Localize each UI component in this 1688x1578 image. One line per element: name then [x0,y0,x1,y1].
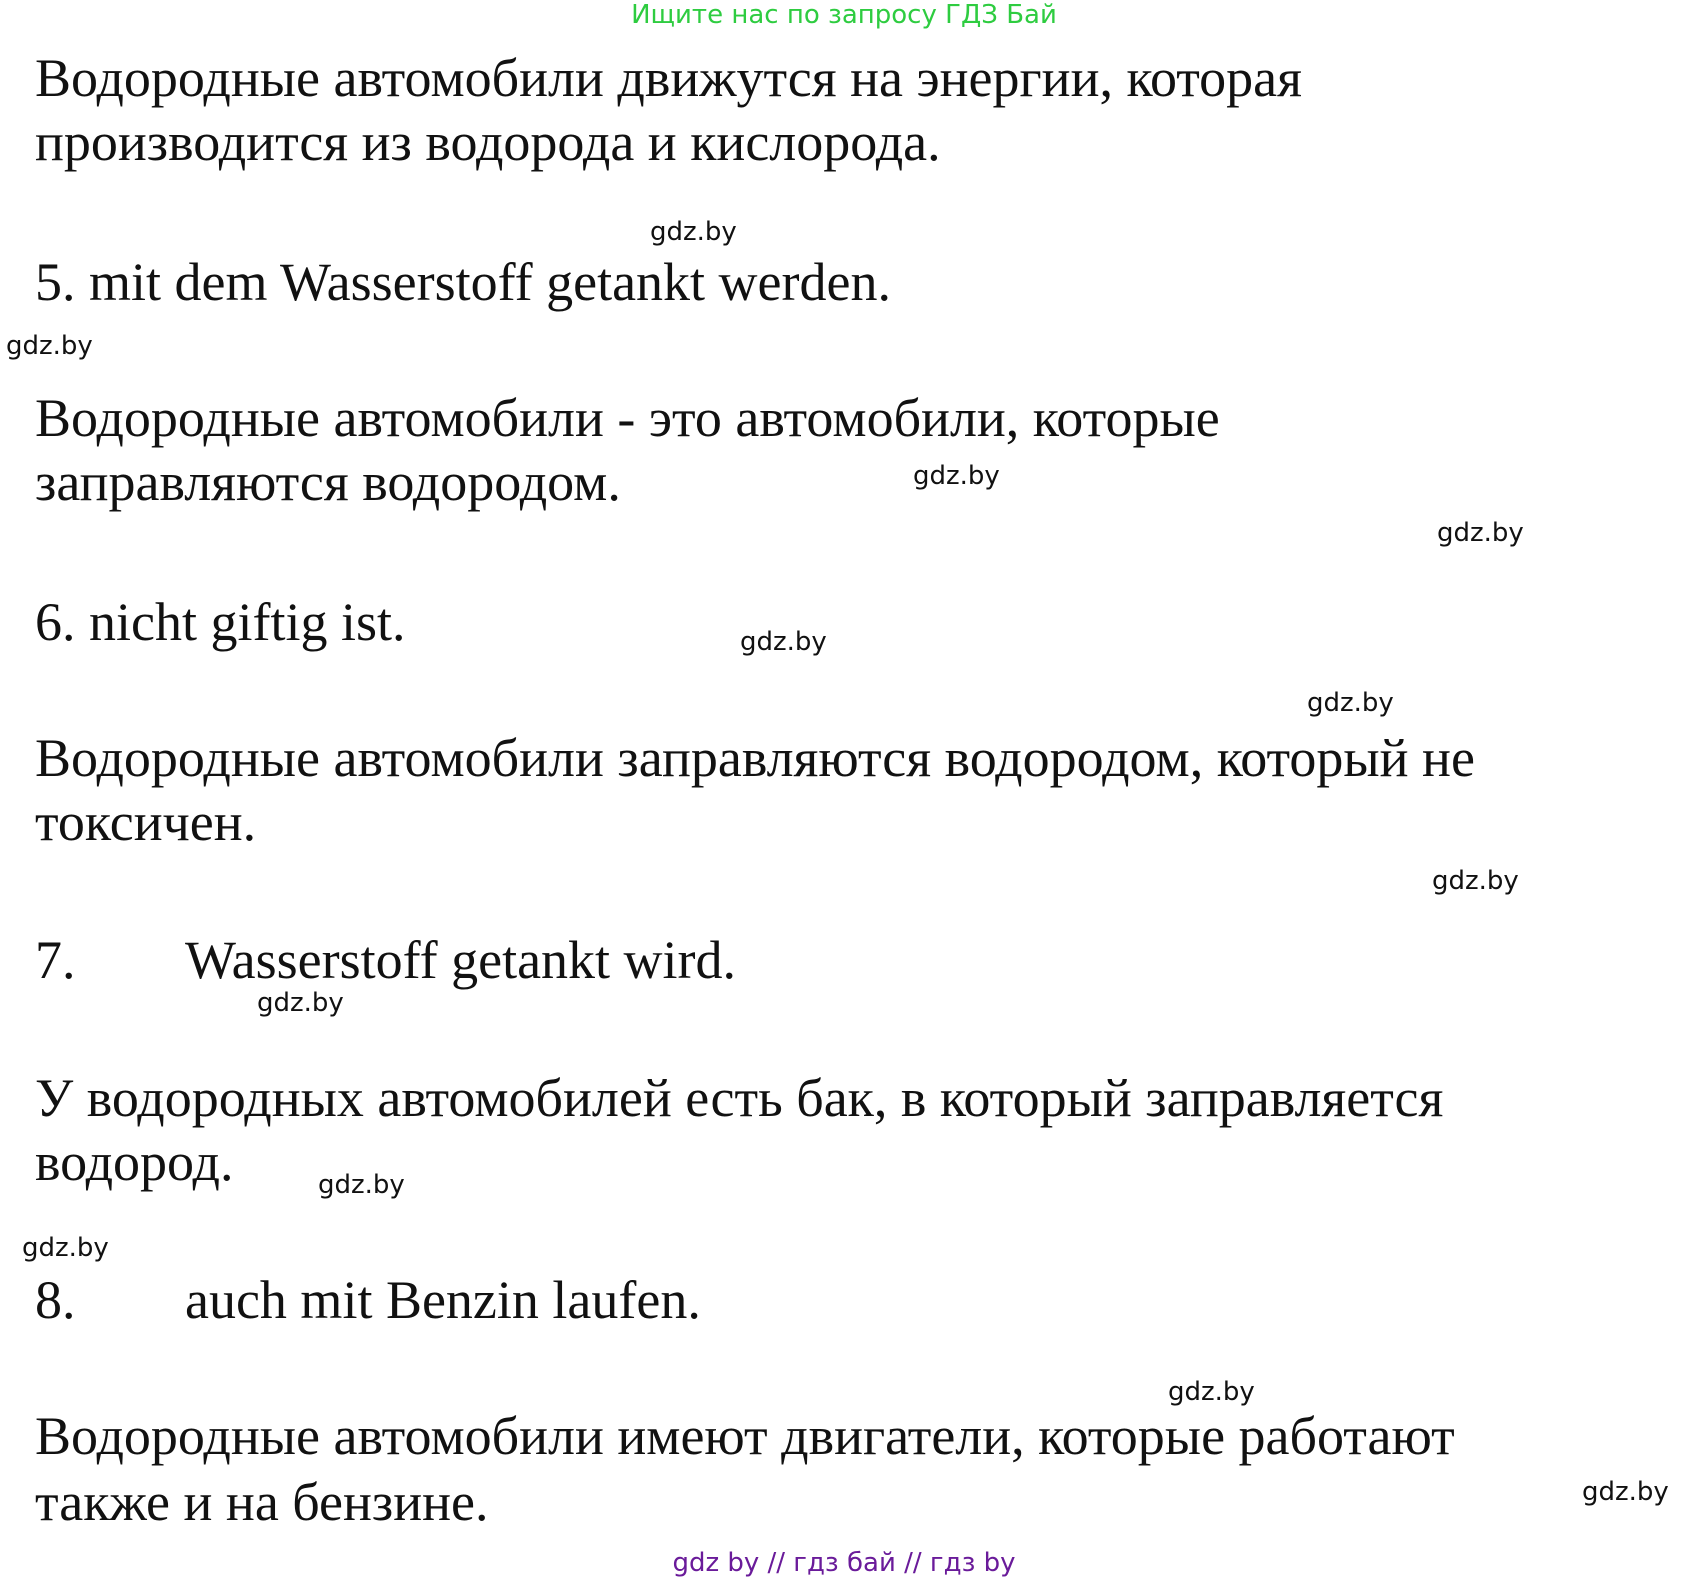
text-line: Водородные автомобили движутся на энергии, которая [35,48,1302,108]
watermark: gdz.by [318,1170,405,1200]
text-line: Водородные автомобили - это автомобили, которые [35,388,1220,448]
text-line: 6. nicht giftig ist. [35,592,406,652]
watermark: gdz.by [1437,518,1524,548]
text-line [35,930,736,990]
watermark: gdz.by [913,461,1000,491]
text-line: производится из водорода и кислорода. [35,112,941,172]
watermark: gdz.by [22,1233,109,1263]
item-text: Wasserstoff getankt wird. [185,930,737,990]
watermark: gdz.by [257,988,344,1018]
watermark: gdz.by [1168,1377,1255,1407]
text-line: также и на бензине. [35,1472,489,1532]
text-line: У водородных автомобилей есть бак, в который заправляется [35,1068,1444,1128]
watermark: gdz.by [740,627,827,657]
text-line: токсичен. [35,792,257,852]
text-line: Водородные автомобили имеют двигатели, которые работают [35,1406,1455,1466]
watermark: gdz.by [650,217,737,247]
watermark: gdz.by [1432,866,1519,896]
watermark: gdz.by [6,331,93,361]
text-line [35,1270,701,1330]
text-line: Водородные автомобили заправляются водородом, который не [35,728,1475,788]
watermark: gdz.by [1582,1477,1669,1507]
text-line: 5. mit dem Wasserstoff getankt werden. [35,252,891,312]
header-banner[interactable]: Ищите нас по запросу ГДЗ Бай [631,0,1057,30]
item-number: 7. [35,930,76,990]
item-number: 8. [35,1270,76,1330]
item-text: auch mit Benzin laufen. [185,1270,701,1330]
text-line: водород. [35,1132,234,1192]
watermark: gdz.by [1307,688,1394,718]
footer-links[interactable]: gdz by // гдз бай // гдз by [672,1548,1016,1578]
text-line: заправляются водородом. [35,452,621,512]
